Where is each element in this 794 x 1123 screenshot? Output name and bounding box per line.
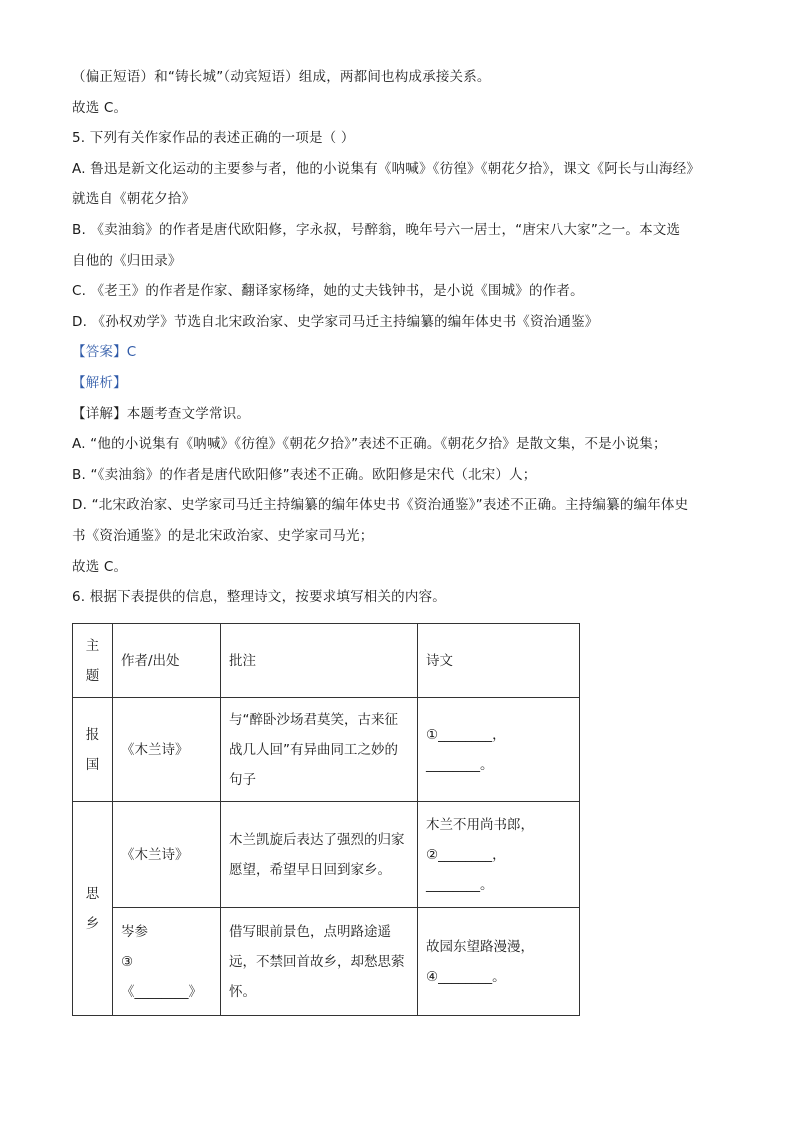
row2-note: 木兰凯旋后表达了强烈的归家愿望，希望早日回到家乡。 — [221, 802, 418, 908]
text-line: 故选 C。 — [72, 99, 128, 116]
poem-table — [72, 623, 580, 1016]
header-author: 作者/出处 — [113, 624, 221, 698]
row3-author: 岑参 ③ 《________》 — [113, 908, 221, 1016]
text-line: （偏正短语）和“铸长城”（动宾短语）组成，两都间也构成承接关系。 — [72, 69, 491, 85]
blank-4: ④________。 — [426, 968, 506, 985]
blank-3-title: 《________》 — [121, 983, 202, 1000]
header-theme: 主题 — [73, 624, 113, 698]
row3-note: 借写眼前景色，点明路途遥远，不禁回首故乡，却愁思萦怀。 — [221, 908, 418, 1016]
question-6-stem: 6. 根据下表提供的信息，整理诗文，按要求填写相关的内容。 — [72, 589, 446, 606]
header-poem: 诗文 — [418, 624, 580, 698]
answer-conclusion: 故选 C。 — [72, 558, 128, 575]
detail-b: B. “《卖油翁》的作者是唐代欧阳修”表述不正确。欧阳修是宋代（北宋）人； — [72, 466, 537, 483]
theme-sixiang: 思乡 — [73, 802, 113, 1016]
table-header-row — [73, 624, 580, 698]
option-b-cont: 自他的《归田录》 — [72, 252, 182, 269]
detail-heading: 【详解】本题考查文学常识。 — [72, 405, 251, 422]
option-d: D. 《孙权劝学》节选自北宋政治家、史学家司马迁主持编纂的编年体史书《资治通鉴》 — [72, 313, 599, 330]
theme-baoguo: 报国 — [73, 698, 113, 802]
option-b: B. 《卖油翁》的作者是唐代欧阳修，字永叔，号醉翁，晚年号六一居士，“唐宋八大家”之一。本文选 — [72, 221, 681, 238]
header-note: 批注 — [221, 624, 418, 698]
detail-a: A. “他的小说集有《呐喊》《彷徨》《朝花夕拾》”表述不正确。《朝花夕拾》是散文集，不是小说集； — [72, 436, 667, 453]
document-body — [72, 62, 732, 613]
blank-3: ③ — [121, 953, 134, 970]
row2-poem: 木兰不用尚书郎， ②________， ________。 — [418, 802, 580, 908]
row1-note: 与“醉卧沙场君莫笑，古来征战几人回”有异曲同工之妙的句子 — [221, 698, 418, 802]
detail-d-cont: 书《资治通鉴》的是北宋政治家、史学家司马光； — [72, 527, 374, 544]
table-row — [73, 908, 580, 1016]
table-row — [73, 698, 580, 802]
analysis-tag: 【解析】 — [72, 374, 127, 391]
table-row — [73, 802, 580, 908]
detail-d: D. “北宋政治家、史学家司马迁主持编纂的编年体史书《资治通鉴》”表述不正确。主持编纂的编年体史 — [72, 497, 689, 514]
blank-2: ②________， — [426, 846, 506, 863]
row1-author: 《木兰诗》 — [113, 698, 221, 802]
option-a: A. 鲁迅是新文化运动的主要参与者，他的小说集有《呐喊》《彷徨》《朝花夕拾》，课文《阿长与山海经》 — [72, 160, 701, 177]
blank-1: ①________， — [426, 726, 506, 743]
row3-poem: 故园东望路漫漫， ④________。 — [418, 908, 580, 1016]
blank-1-cont: ________。 — [426, 756, 494, 773]
row1-poem — [418, 698, 580, 802]
option-a-cont: 就选自《朝花夕拾》 — [72, 191, 196, 208]
row2-author: 《木兰诗》 — [113, 802, 221, 908]
option-c: C. 《老王》的作者是作家、翻译家杨绛，她的丈夫钱钟书，是小说《围城》的作者。 — [72, 283, 584, 300]
blank-2-cont: ________。 — [426, 876, 494, 893]
answer-tag: 【答案】C — [72, 344, 137, 361]
question-5-stem: 5. 下列有关作家作品的表述正确的一项是（ ） — [72, 130, 355, 147]
